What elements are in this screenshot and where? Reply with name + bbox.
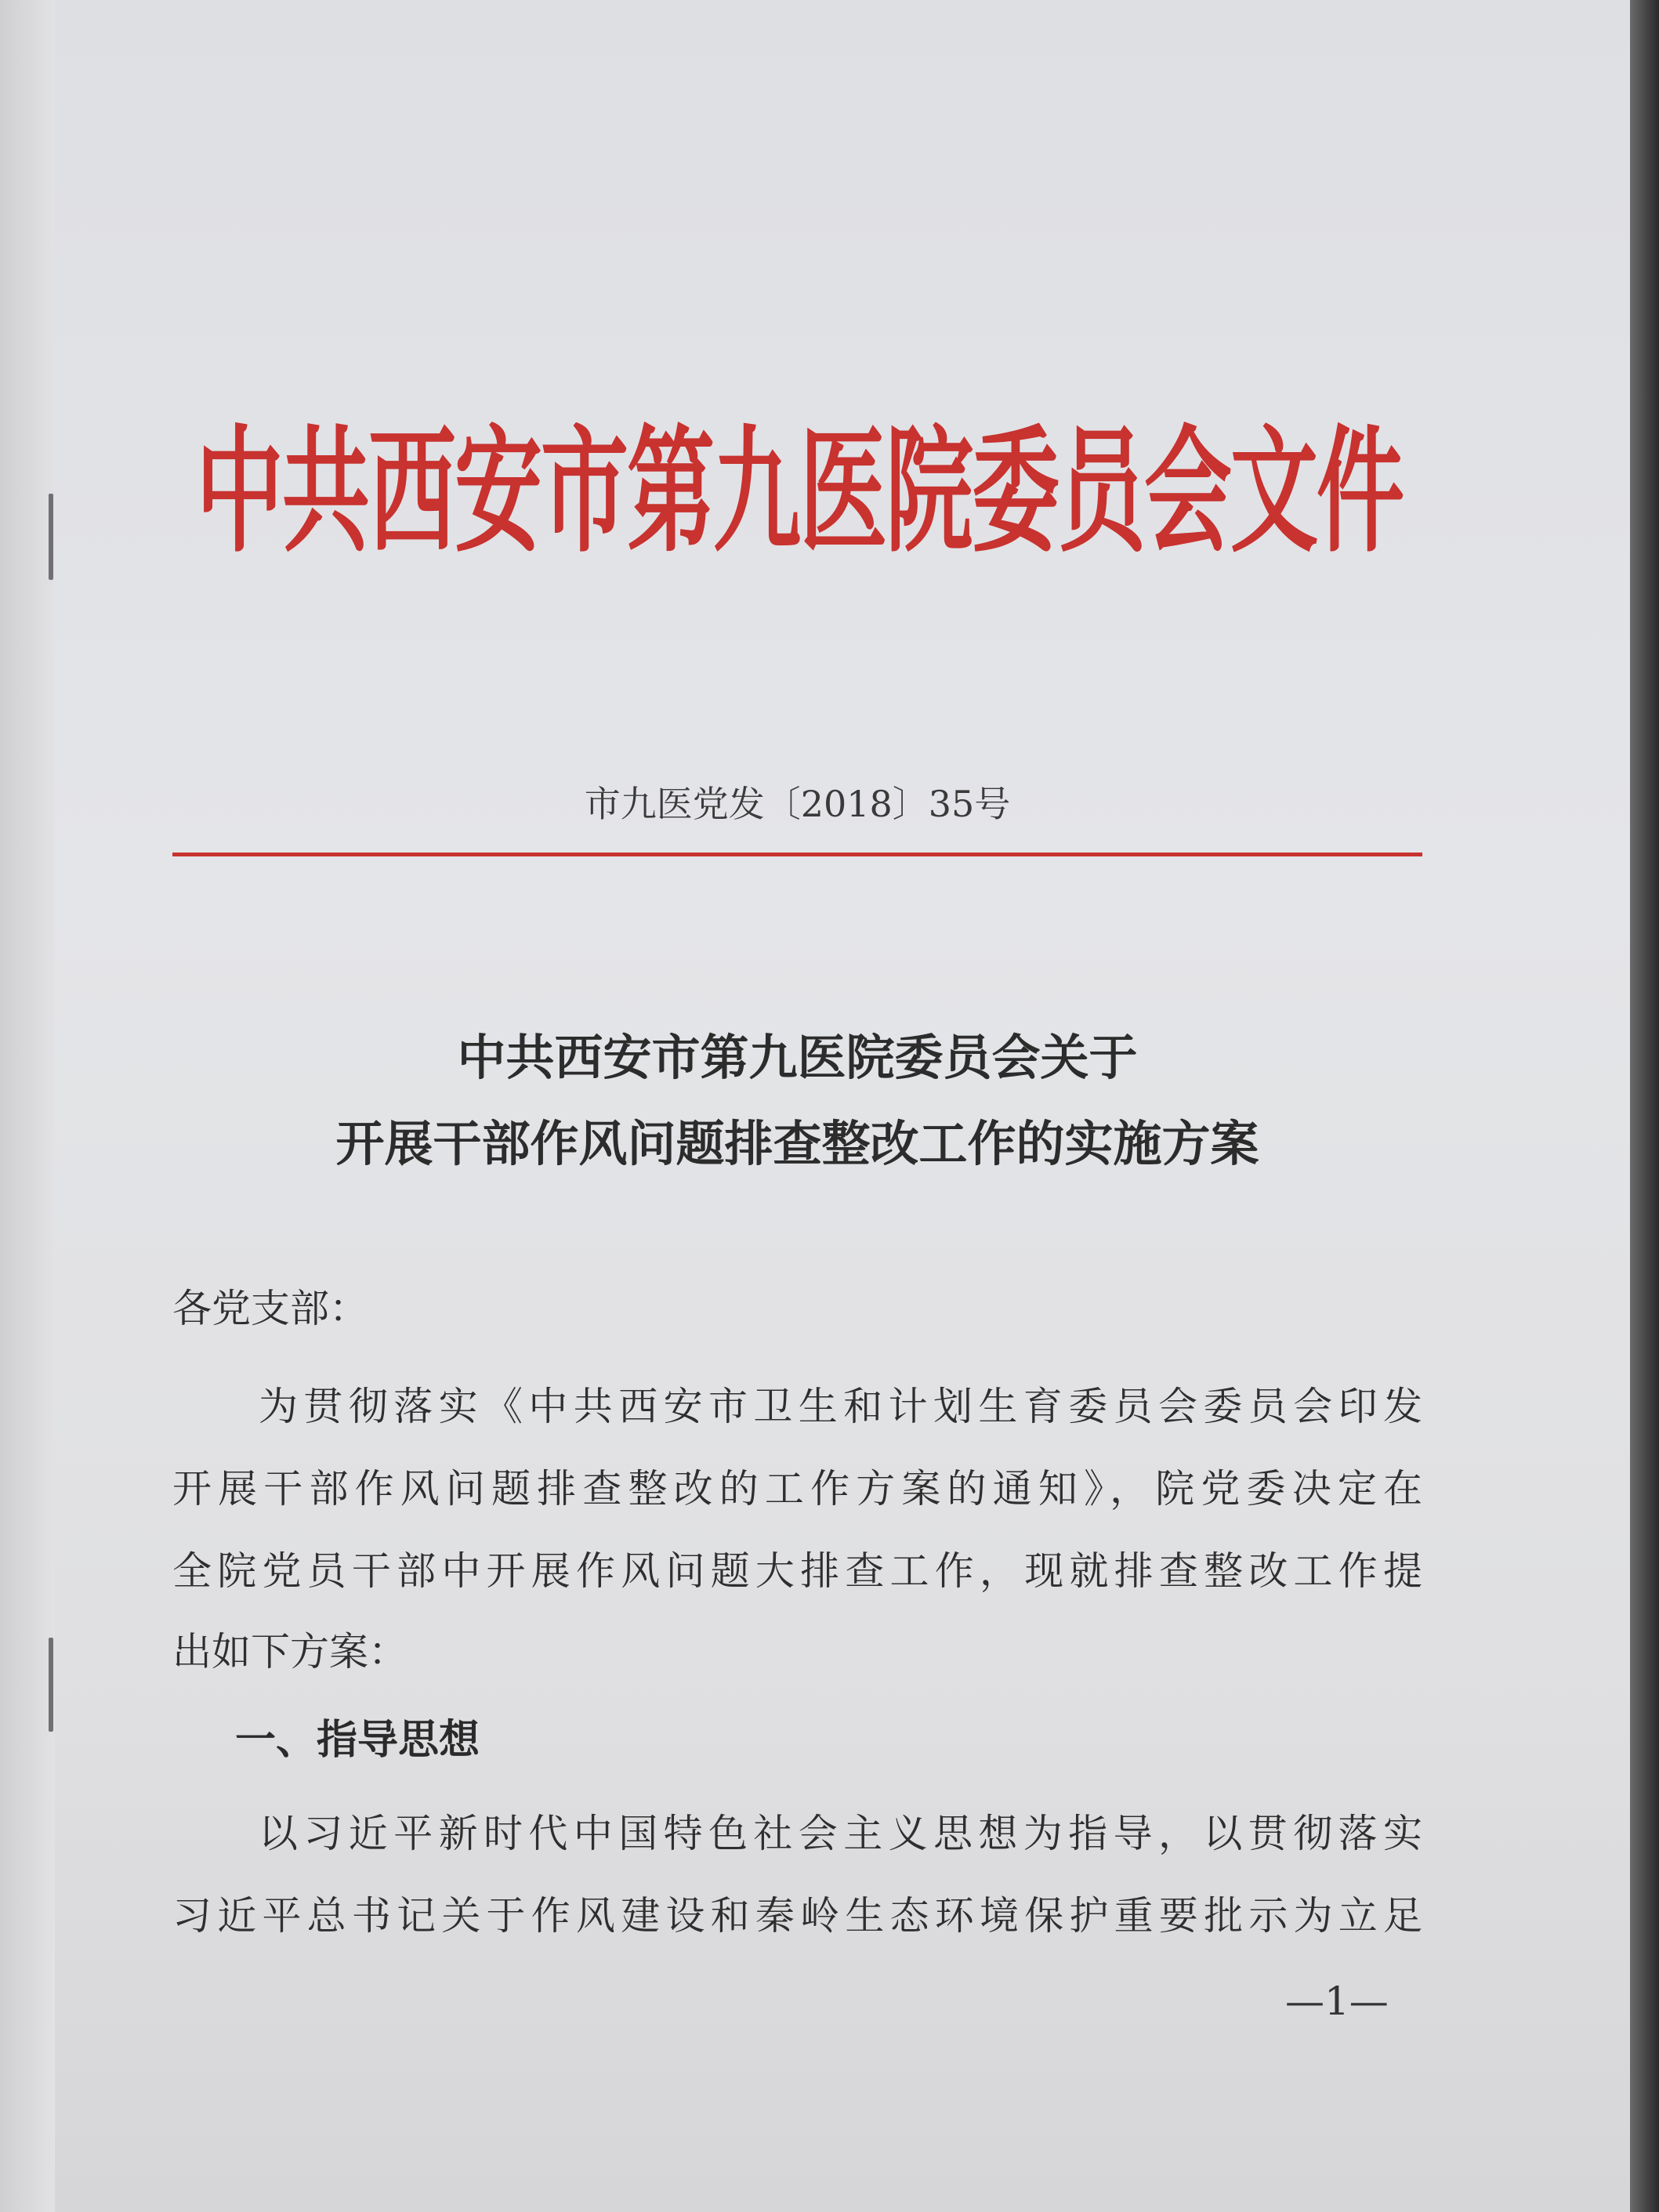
section-heading: 一、指导思想	[235, 1716, 480, 1764]
page-left-edge	[0, 0, 55, 2212]
paragraph-line: 为贯彻落实《中共西安市卫生和计划生育委员会委员会印发	[259, 1384, 1422, 1429]
red-divider-line	[172, 853, 1422, 856]
document-title-line-1: 中共西安市第九医院委员会关于	[457, 1029, 1138, 1086]
document-number: 市九医党发〔2018〕35号	[584, 783, 1011, 825]
paragraph-line: 习近平总书记关于作风建设和秦岭生态环境保护重要批示为立足	[172, 1893, 1422, 1939]
staple-mark	[49, 494, 53, 580]
document-title-line-2: 开展干部作风问题排查整改工作的实施方案	[335, 1115, 1259, 1172]
paragraph-line: 开展干部作风问题排查整改的工作方案的通知》，院党委决定在	[172, 1466, 1422, 1511]
document-masthead: 中共西安市第九医院委员会文件	[196, 412, 1403, 572]
page-number: —1—	[1285, 1978, 1389, 2024]
paragraph-line: 以习近平新时代中国特色社会主义思想为指导，以贯彻落实	[259, 1811, 1422, 1856]
dark-background-edge	[1630, 0, 1659, 2212]
paragraph-line: 全院党员干部中开展作风问题大排查工作，现就排查整改工作提	[172, 1548, 1422, 1594]
salutation: 各党支部：	[172, 1286, 368, 1331]
staple-mark	[49, 1638, 53, 1732]
paragraph-line: 出如下方案：	[172, 1629, 408, 1674]
